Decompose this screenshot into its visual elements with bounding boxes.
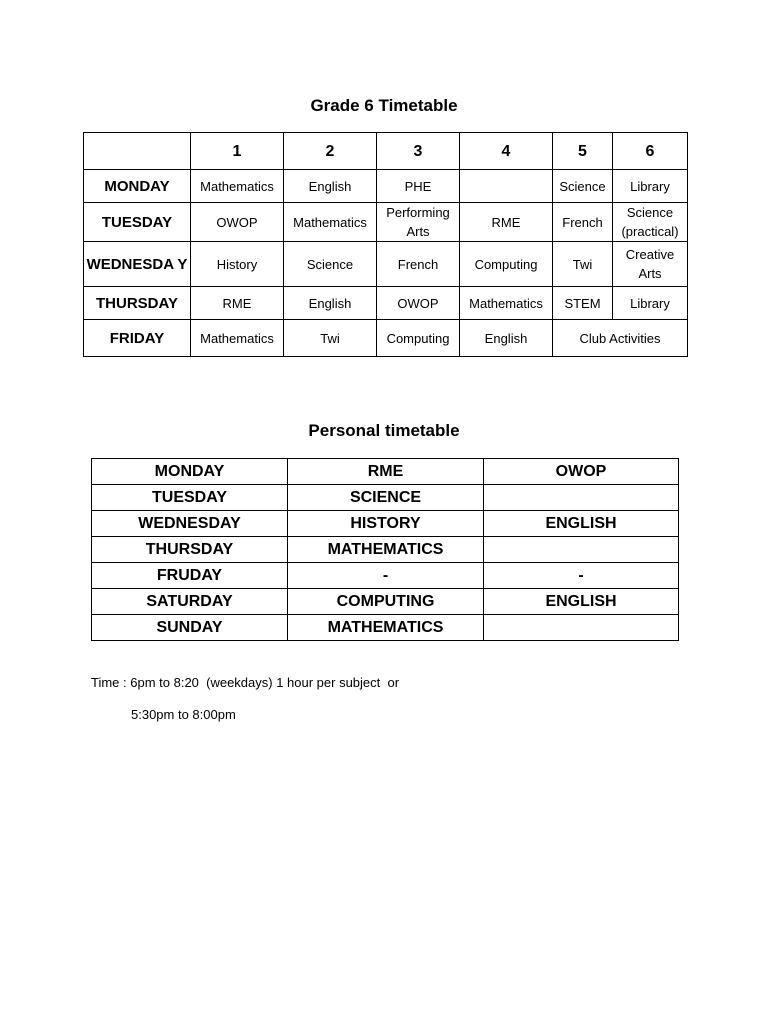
subject-cell: English [460,320,553,357]
subject-cell: Science [284,242,377,287]
day-cell: TUESDAY [84,203,191,242]
subject-cell: Mathematics [284,203,377,242]
table-row [92,485,679,511]
subject-cell: HISTORY [288,511,484,537]
table-row [92,615,679,641]
day-cell: SATURDAY [92,589,288,615]
table-row [84,287,688,320]
table-header-row [84,133,688,170]
subject-cell: Library [613,287,688,320]
time-note-alt: 5:30pm to 8:00pm [131,707,236,722]
subject-cell: Mathematics [460,287,553,320]
table-row [92,563,679,589]
subject-cell: - [288,563,484,589]
day-cell: MONDAY [92,459,288,485]
subject-cell: English [284,170,377,203]
header-cell: 5 [553,133,613,170]
subject-cell: Creative Arts [613,242,688,287]
subject-cell: Performing Arts [377,203,460,242]
header-cell: 3 [377,133,460,170]
subject-cell: English [284,287,377,320]
table-row [92,511,679,537]
subject-cell: Science (practical) [613,203,688,242]
subject-cell: STEM [553,287,613,320]
time-note: Time : 6pm to 8:20 (weekdays) 1 hour per subject or [91,675,400,690]
table-row [92,537,679,563]
day-cell: THURSDAY [84,287,191,320]
subject-cell: ENGLISH [484,511,679,537]
subject-cell [484,537,679,563]
subject-cell: Mathematics [191,320,284,357]
subject-cell: Twi [553,242,613,287]
table-row [92,459,679,485]
subject-cell: French [377,242,460,287]
subject-cell: - [484,563,679,589]
table-row [92,589,679,615]
day-cell: TUESDAY [92,485,288,511]
day-cell: WEDNESDA Y [84,242,191,287]
subject-cell: RME [191,287,284,320]
day-cell: FRIDAY [84,320,191,357]
subject-cell: ENGLISH [484,589,679,615]
grade-timetable [83,132,688,357]
grade-timetable-title: Grade 6 Timetable [310,96,458,115]
subject-cell: RME [288,459,484,485]
subject-cell: COMPUTING [288,589,484,615]
header-cell: 1 [191,133,284,170]
subject-cell: PHE [377,170,460,203]
subject-cell: Computing [460,242,553,287]
subject-cell: SCIENCE [288,485,484,511]
day-cell: WEDNESDAY [92,511,288,537]
day-cell: THURSDAY [92,537,288,563]
day-cell: FRUDAY [92,563,288,589]
subject-cell [484,615,679,641]
table-row [84,170,688,203]
subject-cell: Twi [284,320,377,357]
table-row [84,320,688,357]
subject-cell: Club Activities [553,320,688,357]
header-cell: 4 [460,133,553,170]
table-row [84,242,688,287]
subject-cell: MATHEMATICS [288,537,484,563]
subject-cell: Mathematics [191,170,284,203]
header-cell: 2 [284,133,377,170]
subject-cell: French [553,203,613,242]
day-cell: MONDAY [84,170,191,203]
subject-cell: OWOP [484,459,679,485]
subject-cell [460,170,553,203]
subject-cell [484,485,679,511]
subject-cell: Science [553,170,613,203]
subject-cell: OWOP [191,203,284,242]
day-cell: SUNDAY [92,615,288,641]
personal-timetable-title: Personal timetable [308,421,460,440]
personal-timetable [91,458,679,641]
subject-cell: RME [460,203,553,242]
subject-cell: MATHEMATICS [288,615,484,641]
subject-cell: Library [613,170,688,203]
subject-cell: Computing [377,320,460,357]
subject-cell: History [191,242,284,287]
table-row [84,203,688,242]
header-cell: 6 [613,133,688,170]
subject-cell: OWOP [377,287,460,320]
header-cell [84,133,191,170]
